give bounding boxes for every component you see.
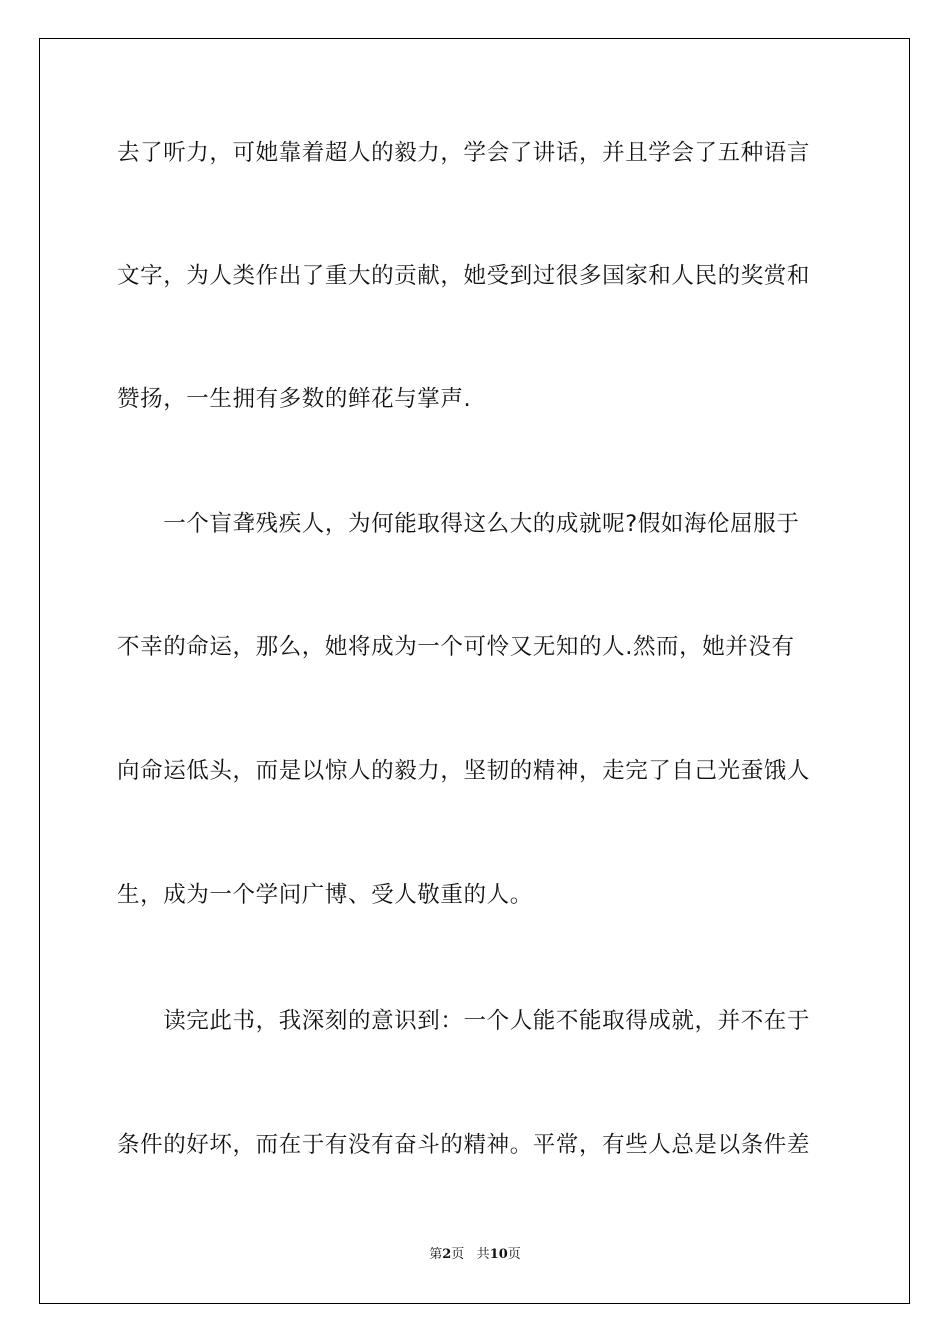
paragraph-start-line: 一个盲聋残疾人，为何能取得这么大的成就呢?假如海伦屈服于: [117, 511, 800, 537]
page-suffix: 页: [451, 1247, 465, 1262]
page-border: [39, 38, 910, 1304]
text-line: 生，成为一个学问广博、受人敬重的人。: [117, 882, 533, 908]
text-line: 文字，为人类作出了重大的贡献，她受到过很多国家和人民的奖赏和: [117, 263, 811, 289]
total-suffix: 页: [507, 1247, 521, 1262]
text-line: 赞扬，一生拥有多数的鲜花与掌声.: [117, 386, 472, 412]
page-prefix: 第: [429, 1247, 443, 1262]
text-line: 去了听力，可她靠着超人的毅力，学会了讲话，并且学会了五种语言: [117, 140, 811, 166]
text-line: 向命运低头，而是以惊人的毅力，坚韧的精神，走完了自己光蚕饿人: [117, 758, 811, 784]
text-line: 条件的好坏，而在于有没有奋斗的精神。平常，有些人总是以条件差: [117, 1132, 811, 1158]
total-prefix: 共: [476, 1247, 490, 1262]
page-number: 2: [442, 1247, 452, 1262]
paragraph-start-line: 读完此书，我深刻的意识到：一个人能不能取得成就，并不在于: [117, 1008, 811, 1034]
text-line: 不幸的命运，那么，她将成为一个可怜又无知的人.然而，她并没有: [117, 634, 795, 660]
total-pages: 10: [489, 1247, 508, 1262]
page-footer: [0, 1246, 950, 1264]
